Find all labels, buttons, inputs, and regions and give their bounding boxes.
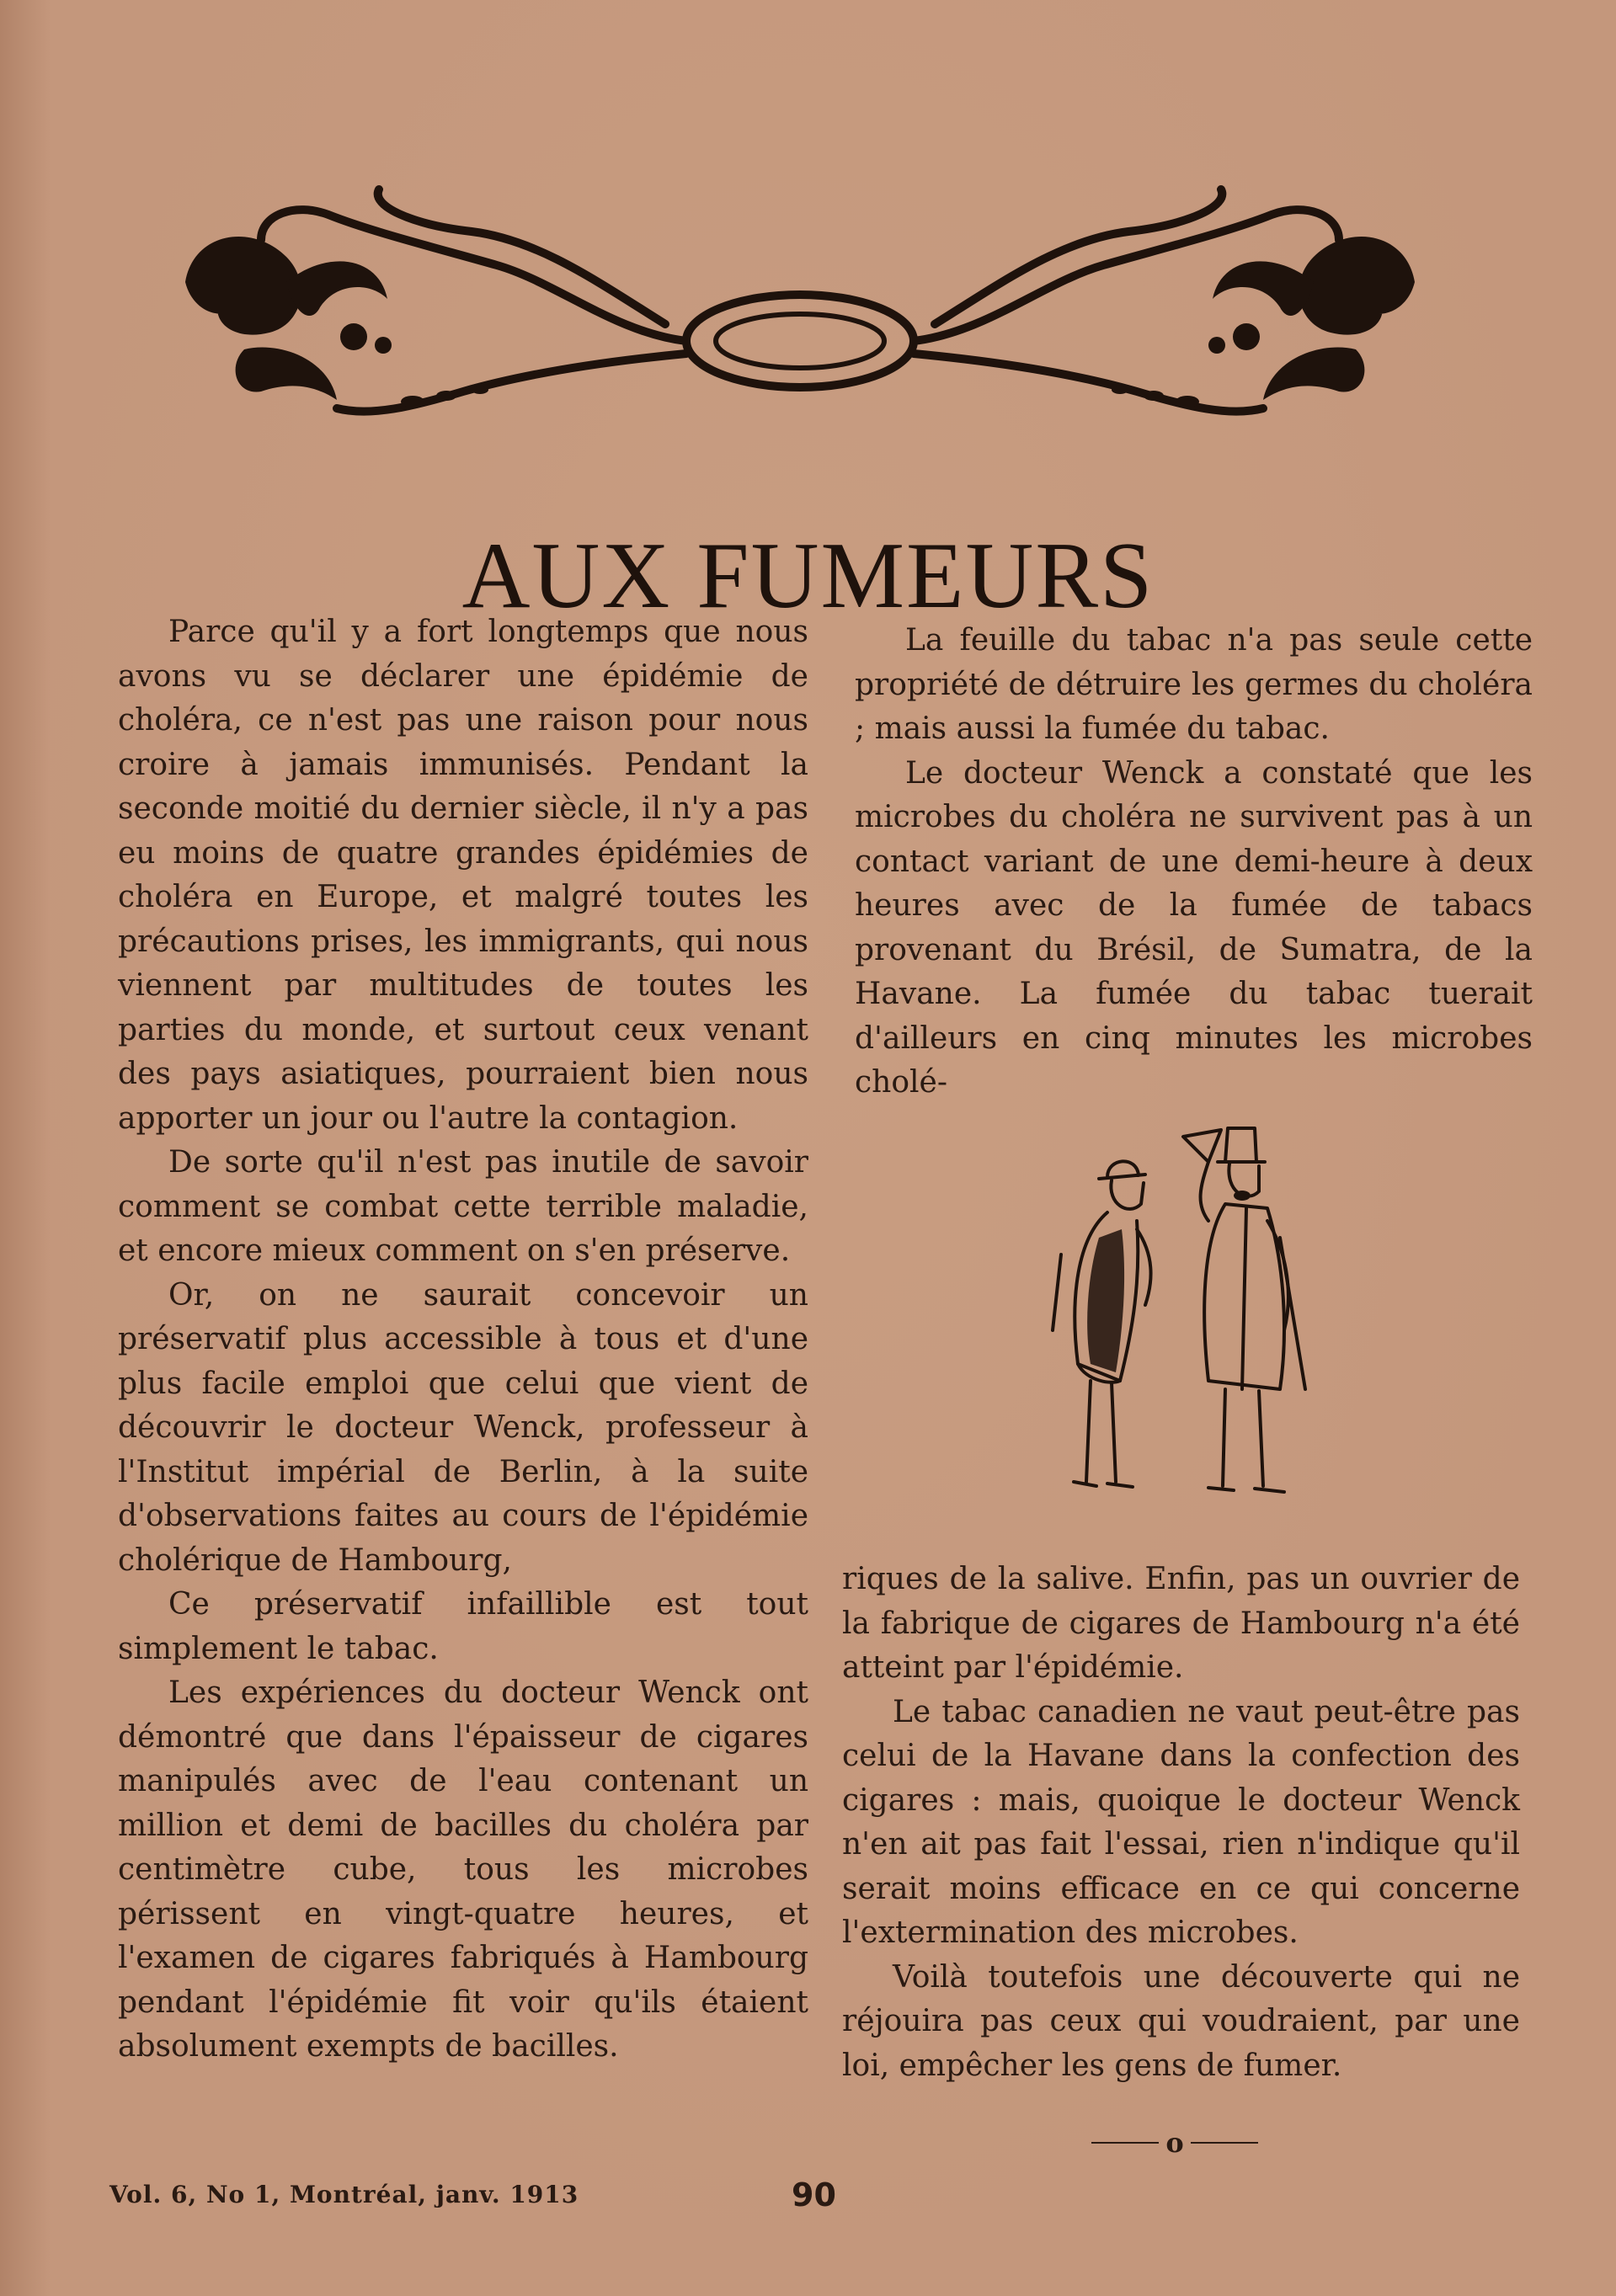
- paragraph: Les expériences du docteur Wenck ont démontré que dans l'épaisseur de cigares manipulés avec de l'eau contenant un million et demi de bacilles du choléra par centimètre cube, tous les microbes périssent en vingt-quatre heures, et l'examen de cigares fabriqués à Hambourg pendant l'épidémie fit voir qu'ils étaient absolument exempts de bacilles.: [118, 1675, 808, 2064]
- right-column-top: [855, 619, 1533, 1105]
- paragraph-continuation: riques de la salive. Enfin, pas un ouvrier de la fabrique de cigares de Hambourg n'a été atteint par l'épidémie.: [842, 1562, 1520, 1685]
- paragraph: De sorte qu'il n'est pas inutile de savoir comment se combat cette terrible maladie, et encore mieux comment on s'en préserve.: [118, 1145, 808, 1268]
- paragraph: Voilà toutefois une découverte qui ne réjouira pas ceux qui voudraient, par une loi, empêcher les gens de fumer.: [842, 1959, 1520, 2083]
- left-column: [118, 610, 808, 2070]
- article-title: AUX FUMEURS: [461, 524, 1155, 629]
- paragraph: Le tabac canadien ne vaut peut-être pas celui de la Havane dans la confection des cigares : mais, quoique le docteur Wenck n'en ait pas fait l'essai, rien n'indique qu'il serait moins efficace en ce qui concerne l'extermination des microbes.: [842, 1694, 1520, 1950]
- section-separator: [1082, 2126, 1267, 2160]
- floral-ornament-icon: [160, 181, 1440, 450]
- paragraph: Parce qu'il y a fort longtemps que nous avons vu se déclarer une épidémie de choléra, ce n'est pas une raison pour nous croire à jamais immunisés. Pendant la seconde moitié du dernier siècle, il n'y a pas eu moins de quatre grandes épidémies de choléra en Europe, et malgré toutes les précautions prises, les immigrants, qui nous viennent par multitudes de toutes les parties du monde, et surtout ceux venant des pays asiatiques, pourraient bien nous apporter un jour ou l'autre la contagion.: [118, 615, 808, 1136]
- paragraph: Ce préservatif infaillible est tout simplement le tabac.: [118, 1587, 808, 1666]
- paragraph: Or, on ne saurait concevoir un préservatif plus accessible à tous et d'une plus facile emploi que celui que vient de découvrir le docteur Wenck, professeur à l'Institut impérial de Berlin, à la suite d'observations faites au cours de l'épidémie cholérique de Hambourg,: [118, 1277, 808, 1578]
- issue-info: Vol. 6, No 1, Montréal, janv. 1913: [109, 2181, 579, 2208]
- separator-mark: o: [1165, 2127, 1184, 2159]
- two-men-illustration-icon: [1027, 1111, 1364, 1516]
- separator-line: [1091, 2142, 1159, 2144]
- page-number: 90: [792, 2176, 836, 2213]
- paragraph: La feuille du tabac n'a pas seule cette propriété de détruire les germes du choléra ; mais aussi la fumée du tabac.: [855, 623, 1533, 746]
- right-column-bottom: [842, 1558, 1520, 2088]
- separator-line: [1191, 2142, 1258, 2144]
- paragraph: Le docteur Wenck a constaté que les microbes du choléra ne survivent pas à un contact variant de une demi-heure à deux heures avec de la fumée de tabacs provenant du Brésil, de Sumatra, de la Havane. La fumée du tabac tuerait d'ailleurs en cinq minutes les microbes cholé-: [855, 755, 1533, 1100]
